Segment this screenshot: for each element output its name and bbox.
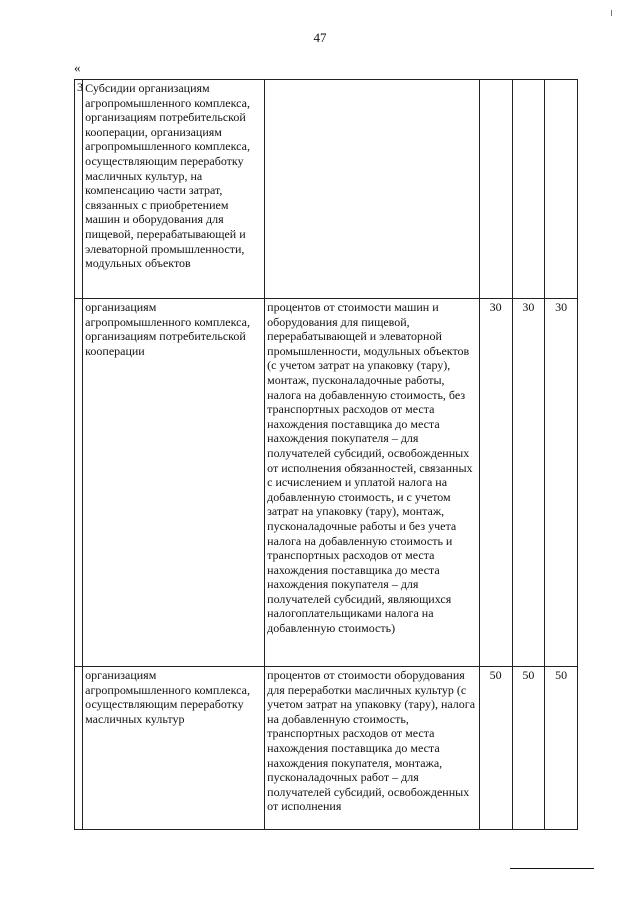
subsidy-condition: процентов от стоимости машин и оборудования для пищевой, перерабатывающей и элеваторной промышленности, модульных объектов (с учетом затрат на упаковку (тару), монтаж, пусконаладочные работы, налога на добавленную стоимость, без транспортных расходов от места нахождения поставщика до места нахождения покупателя – для получателей субсидий, освобожденных от исполнения обязанностей, связанных с исчислением и уплатой налога на добавленную стоимость, и с учетом затрат на упаковку (тару), монтаж, пусконаладочные работы и без учета налога на добавленную стоимость и транспортных расходов от места нахождения поставщика до места нахождения покупателя – для получателей субсидий, являющихся налогоплательщиками налога на добавленную стоимость)	[265, 299, 480, 667]
recipient-category: организациям агропромышленного комплекса, организациям потребительской кооперации	[83, 299, 265, 667]
rate-year-1	[479, 80, 512, 299]
subsidy-name: Субсидии организациям агропромышленного комплекса, организациям потребительской кооперации, организациям агропромышленного комплекса, осуществляющим переработку масличных культур, на компенсацию части затрат, связанных с приобретением машин и оборудования для пищевой, перерабатывающей и элеваторной промышленности, модульных объектов	[83, 80, 265, 299]
rate-year-2: 30	[512, 299, 545, 667]
table-row	[75, 80, 578, 299]
rate-year-1: 30	[479, 299, 512, 667]
row-number: 3	[75, 80, 83, 299]
row-number	[75, 667, 83, 830]
rate-year-2: 50	[512, 667, 545, 830]
rate-year-2	[512, 80, 545, 299]
subsidy-condition	[265, 80, 480, 299]
subsidy-rates-table	[74, 79, 578, 830]
rate-year-3	[545, 80, 578, 299]
page-number: 47	[313, 30, 327, 45]
table-row	[75, 667, 578, 830]
rate-year-1: 50	[479, 667, 512, 830]
rate-year-3: 30	[545, 299, 578, 667]
row-number	[75, 299, 83, 667]
subsidy-condition: процентов от стоимости оборудования для переработки масличных культур (с учетом затрат на упаковку (тару), налога на добавленную стоимость, транспортных расходов от места нахождения поставщика до места нахождения покупателя, монтажа, пусконаладочных работ – для получателей субсидий, освобожденных от исполнения	[265, 667, 480, 830]
scan-edge-mark	[611, 10, 612, 16]
rate-year-3: 50	[545, 667, 578, 830]
bottom-rule	[510, 868, 594, 869]
table-row	[75, 299, 578, 667]
opening-quote-mark: «	[74, 60, 81, 75]
recipient-category: организациям агропромышленного комплекса, осуществляющим переработку масличных культур	[83, 667, 265, 830]
